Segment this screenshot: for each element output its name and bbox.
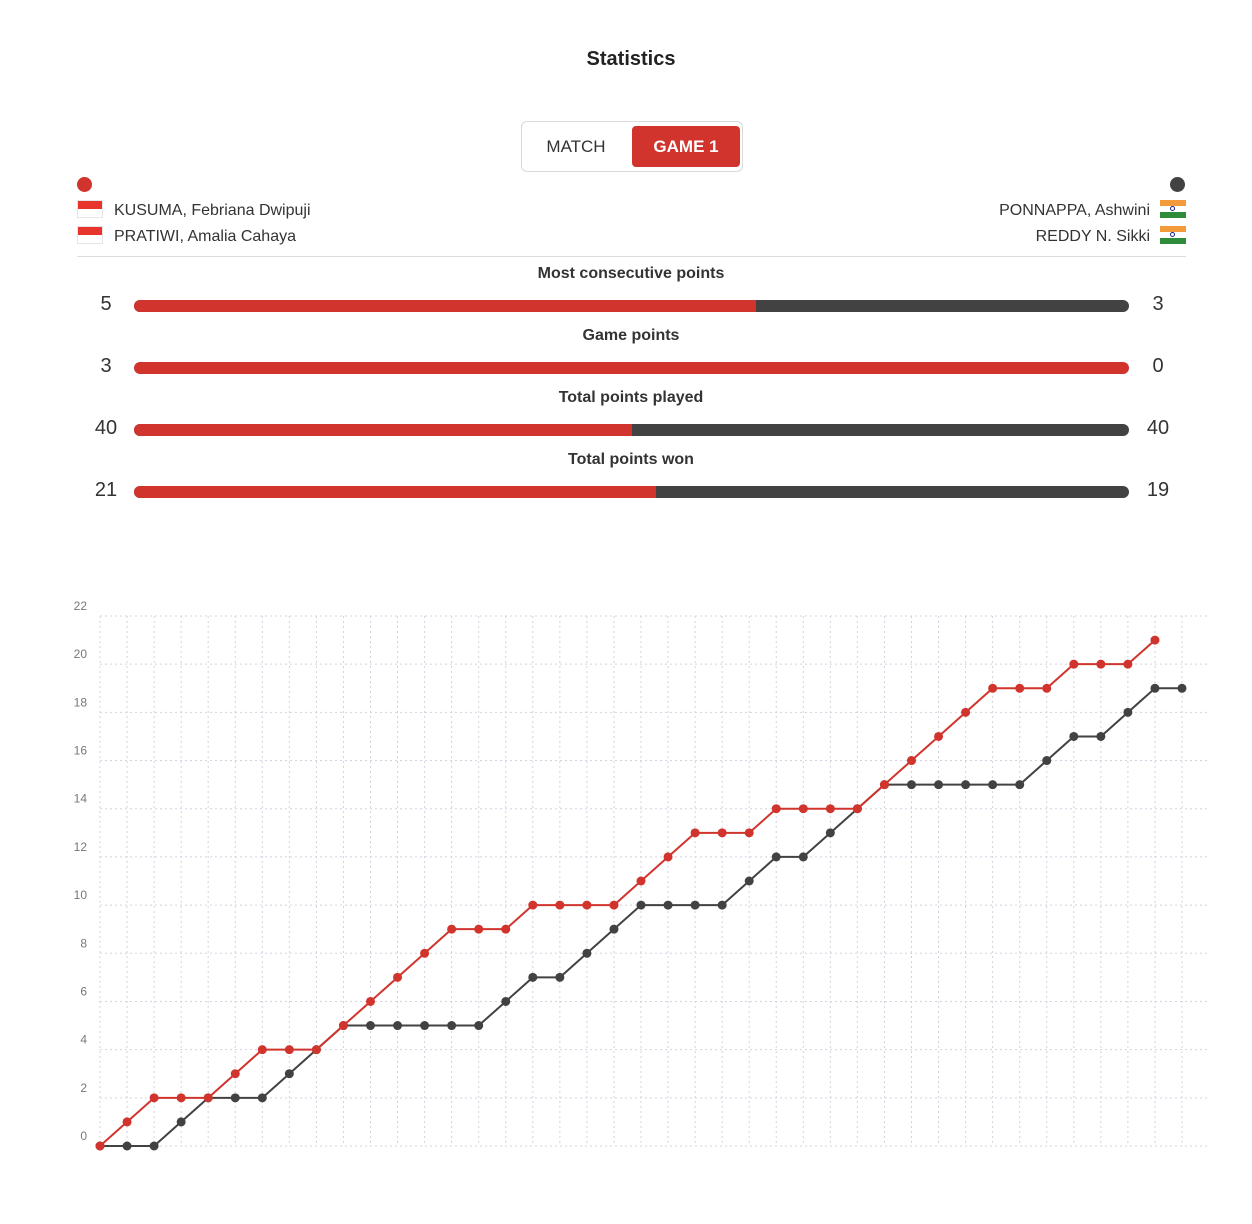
team2-data-point (745, 877, 754, 886)
team1-data-point (1069, 660, 1078, 669)
stat-left-value: 5 (100, 293, 112, 315)
team2-data-point (285, 1069, 294, 1078)
team1-data-point (150, 1093, 159, 1102)
y-tick-label: 8 (80, 936, 87, 951)
y-tick-label: 16 (73, 743, 87, 758)
team1-data-point (285, 1045, 294, 1054)
stat-bar (134, 424, 1129, 436)
stat-bar-fill (134, 362, 1129, 374)
y-tick-label: 12 (73, 839, 87, 854)
team1-color-dot (77, 177, 92, 192)
stat-right-value: 0 (1152, 355, 1164, 377)
team2-data-point (718, 901, 727, 910)
team2-data-point (609, 925, 618, 934)
team2-data-point (231, 1093, 240, 1102)
divider (77, 256, 1186, 257)
team1-data-point (258, 1045, 267, 1054)
team1-data-point (1096, 660, 1105, 669)
team2-data-point (447, 1021, 456, 1030)
team2-data-point (366, 1021, 375, 1030)
team1-data-point (582, 901, 591, 910)
team1-data-point (96, 1142, 105, 1151)
y-tick-label: 22 (73, 599, 87, 613)
team1-data-point (231, 1069, 240, 1078)
team1-data-point (1042, 684, 1051, 693)
indonesia-flag-icon (77, 226, 103, 244)
team2-data-point (637, 901, 646, 910)
stat-bar-fill (134, 424, 632, 436)
stat-bar (134, 486, 1129, 498)
stat-bar (134, 300, 1129, 312)
team2-data-point (826, 828, 835, 837)
team1-data-point (718, 828, 727, 837)
stat-bar (134, 362, 1129, 374)
team2-data-point (501, 997, 510, 1006)
team1-data-point (637, 877, 646, 886)
team1-data-point (447, 925, 456, 934)
team2-data-point (555, 973, 564, 982)
team1-data-point (880, 780, 889, 789)
team1-player-1: KUSUMA, Febriana Dwipuji (114, 202, 311, 219)
team2-data-point (691, 901, 700, 910)
india-flag-icon (1160, 226, 1186, 244)
team1-data-point (772, 804, 781, 813)
team1-data-point (312, 1045, 321, 1054)
team2-data-point (907, 780, 916, 789)
team2-data-point (1015, 780, 1024, 789)
team1-data-point (664, 852, 673, 861)
team2-data-point (1042, 756, 1051, 765)
team1-data-point (961, 708, 970, 717)
team2-data-point (582, 949, 591, 958)
tab-game-1[interactable]: GAME 1 (632, 126, 740, 167)
y-tick-label: 18 (73, 695, 87, 710)
team1-series-line (100, 640, 1155, 1146)
team2-color-dot (1170, 177, 1185, 192)
team2-data-point (772, 852, 781, 861)
score-progression-chart (0, 590, 1252, 1170)
team1-data-point (826, 804, 835, 813)
team1-data-point (907, 756, 916, 765)
stat-left-value: 3 (100, 355, 112, 377)
stat-label: Most consecutive points (537, 265, 725, 282)
team1-data-point (177, 1093, 186, 1102)
match-game-toggle (521, 121, 743, 172)
team2-player-2: REDDY N. Sikki (1035, 228, 1150, 245)
stat-label: Total points won (568, 451, 694, 468)
y-tick-label: 20 (73, 647, 87, 662)
team1-data-point (123, 1117, 132, 1126)
team2-data-point (150, 1142, 159, 1151)
team2-data-point (799, 852, 808, 861)
team2-data-point (1123, 708, 1132, 717)
team2-data-point (1096, 732, 1105, 741)
stat-label: Total points played (558, 389, 704, 406)
stat-label: Game points (582, 327, 680, 344)
team2-data-point (123, 1142, 132, 1151)
tab-match[interactable]: MATCH (546, 137, 606, 156)
team1-data-point (988, 684, 997, 693)
team1-data-point (474, 925, 483, 934)
team2-data-point (177, 1117, 186, 1126)
team2-data-point (1178, 684, 1187, 693)
team1-player-2: PRATIWI, Amalia Cahaya (114, 228, 296, 245)
stat-right-value: 19 (1146, 479, 1170, 501)
stat-left-value: 40 (94, 417, 118, 439)
y-tick-label: 6 (80, 984, 87, 999)
team1-data-point (609, 901, 618, 910)
team2-data-point (934, 780, 943, 789)
team1-data-point (853, 804, 862, 813)
team1-data-point (934, 732, 943, 741)
y-tick-label: 0 (80, 1129, 87, 1143)
team1-data-point (691, 828, 700, 837)
team2-data-point (1150, 684, 1159, 693)
team2-data-point (961, 780, 970, 789)
team2-player-1: PONNAPPA, Ashwini (999, 202, 1150, 219)
team2-data-point (474, 1021, 483, 1030)
team1-data-point (528, 901, 537, 910)
team1-data-point (1015, 684, 1024, 693)
y-tick-label: 14 (73, 791, 87, 806)
stat-bar-fill (134, 300, 756, 312)
page-title: Statistics (586, 48, 676, 70)
team1-data-point (339, 1021, 348, 1030)
team1-data-point (745, 828, 754, 837)
team1-data-point (1150, 636, 1159, 645)
team1-data-point (420, 949, 429, 958)
team2-data-point (1069, 732, 1078, 741)
team1-data-point (1123, 660, 1132, 669)
stat-right-value: 3 (1152, 293, 1164, 315)
team2-data-point (393, 1021, 402, 1030)
y-tick-label: 2 (80, 1080, 87, 1095)
y-tick-label: 4 (80, 1032, 87, 1047)
team1-data-point (204, 1093, 213, 1102)
team1-data-point (393, 973, 402, 982)
team2-data-point (988, 780, 997, 789)
team2-data-point (528, 973, 537, 982)
team1-data-point (555, 901, 564, 910)
team1-data-point (501, 925, 510, 934)
team1-data-point (799, 804, 808, 813)
stat-left-value: 21 (94, 479, 118, 501)
team1-data-point (366, 997, 375, 1006)
stat-right-value: 40 (1146, 417, 1170, 439)
stat-bar-fill (134, 486, 656, 498)
y-tick-label: 10 (73, 888, 87, 903)
india-flag-icon (1160, 200, 1186, 218)
team2-data-point (664, 901, 673, 910)
indonesia-flag-icon (77, 200, 103, 218)
team2-data-point (258, 1093, 267, 1102)
team2-data-point (420, 1021, 429, 1030)
